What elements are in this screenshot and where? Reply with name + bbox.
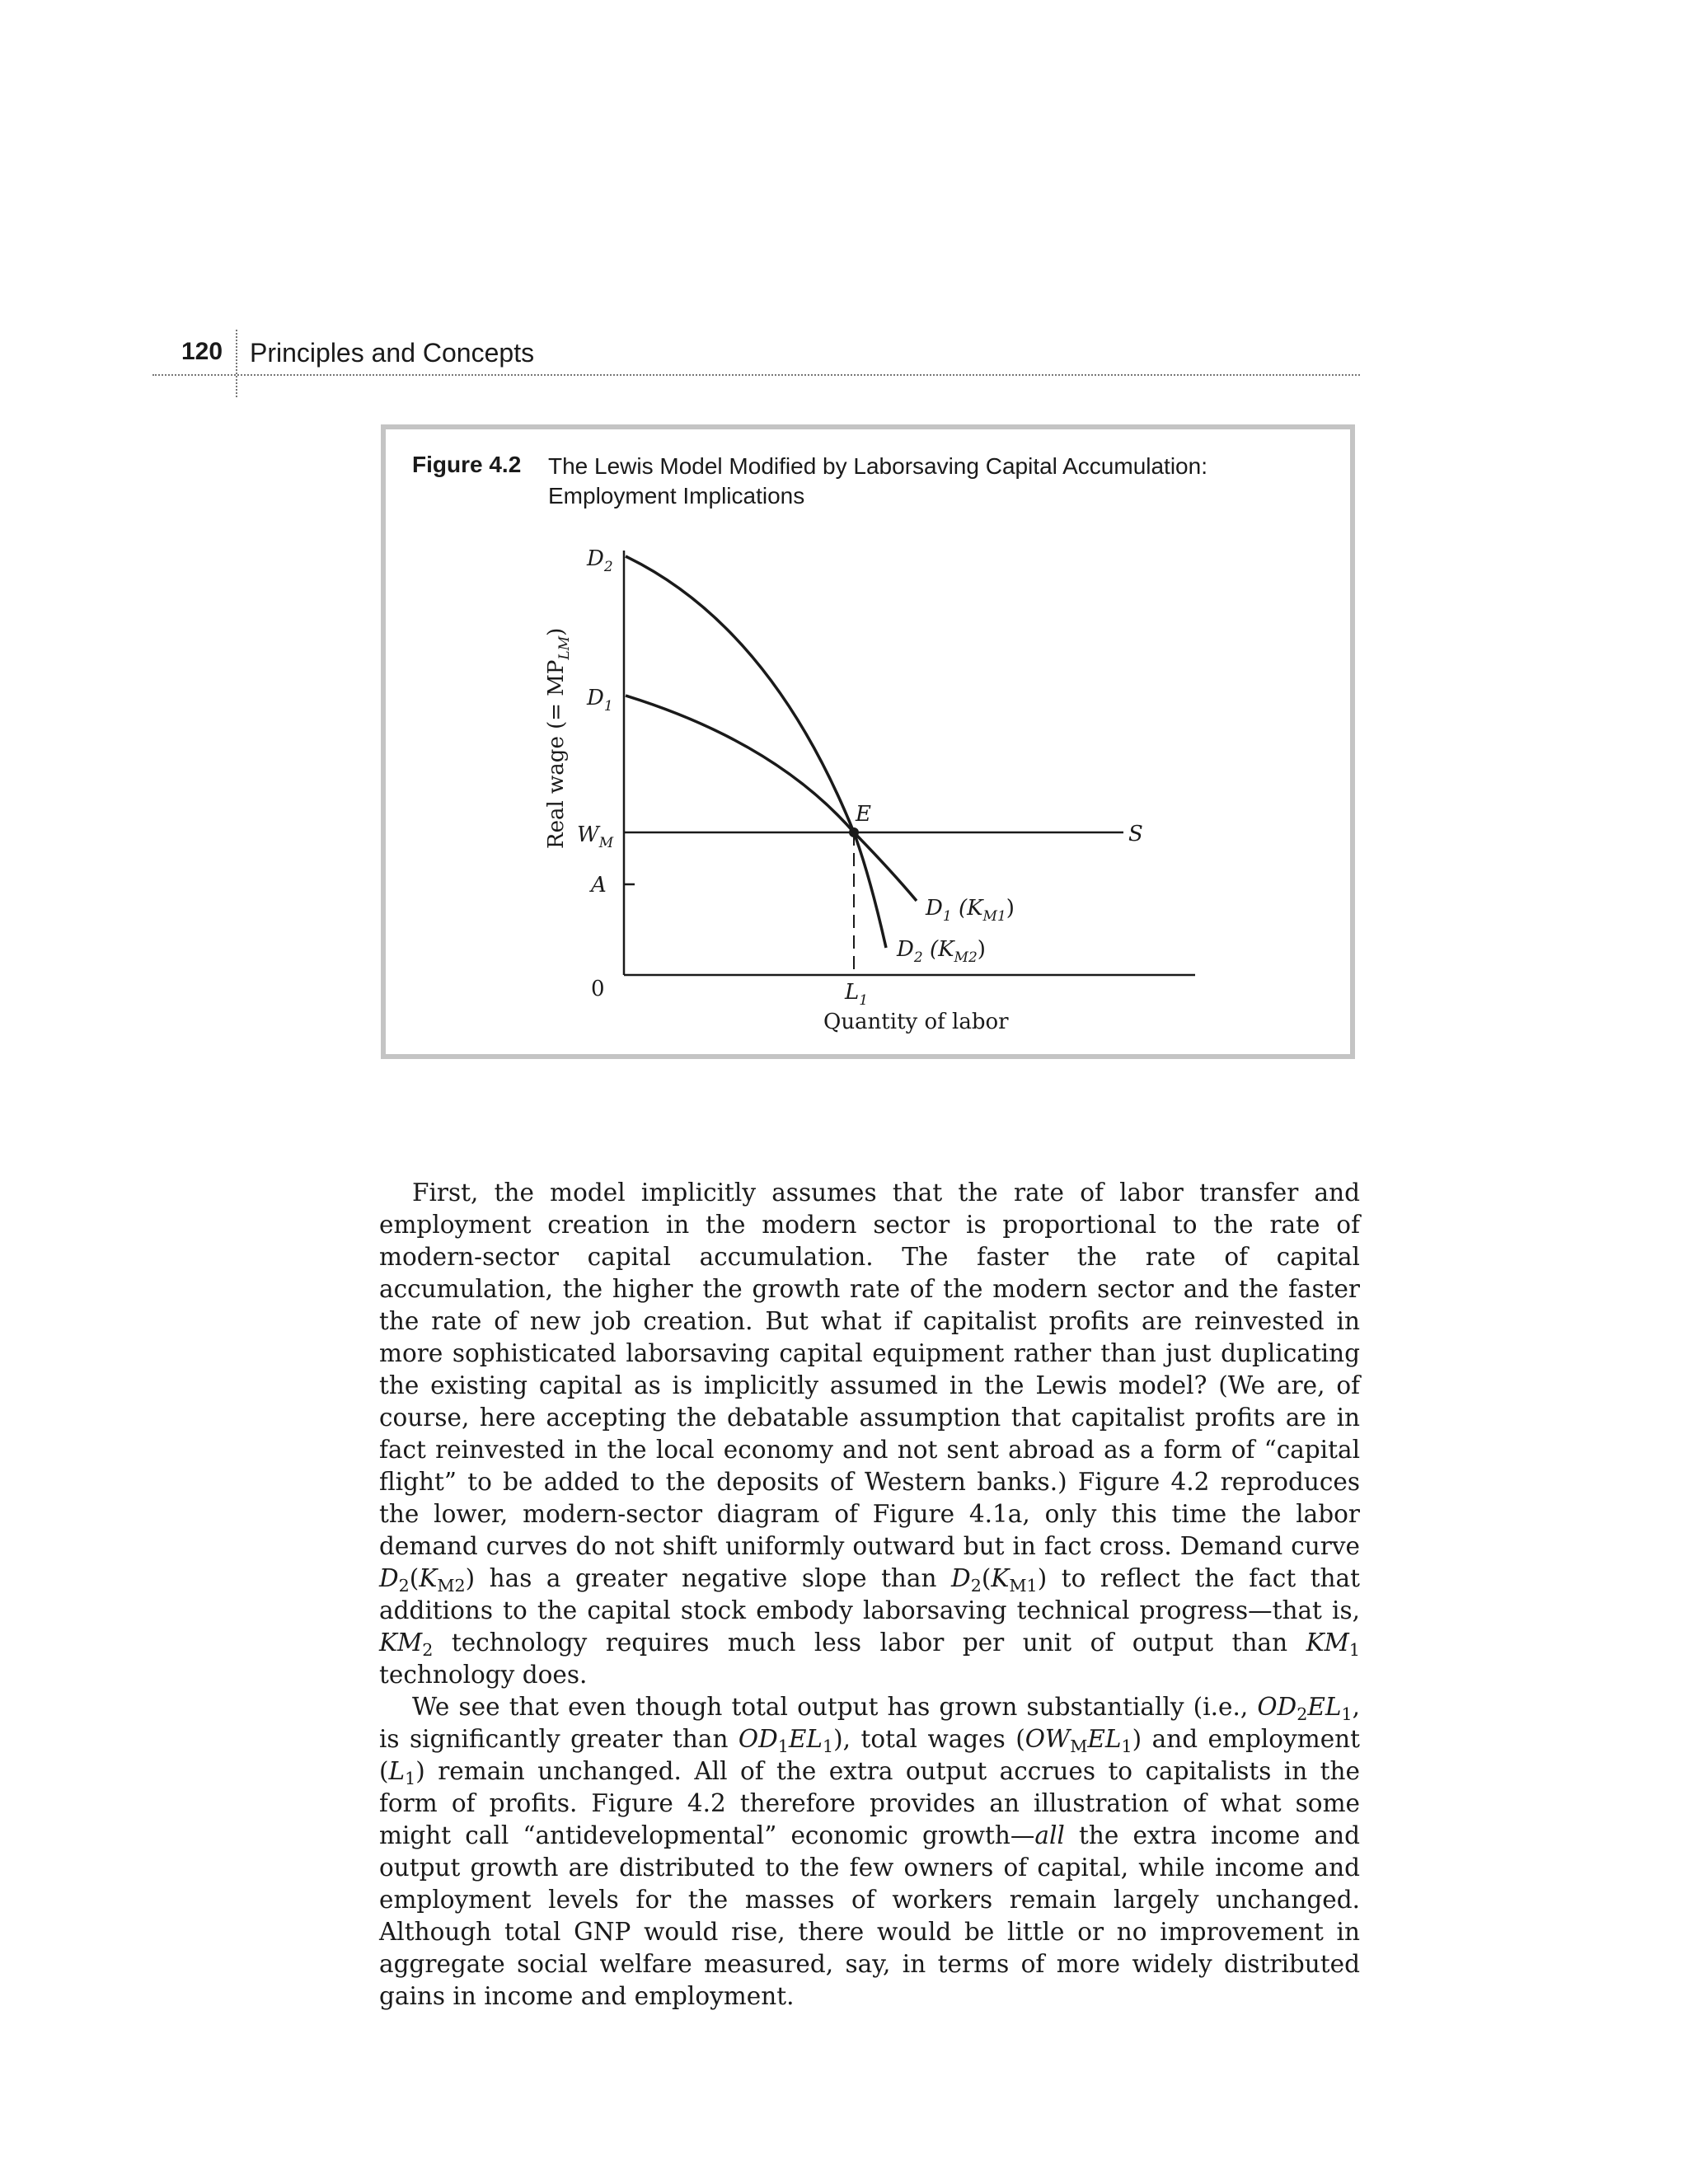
label-wm: $W_M$ [577, 823, 614, 851]
label-origin: 0 [591, 977, 605, 1001]
label-l1: $L_1$ [845, 980, 869, 1009]
body-text [379, 1177, 1360, 2013]
y-axis-label: Real wage (= $MP_{LM}$) [544, 627, 573, 849]
label-d1-km1: $D_1$ $(K_{M1})$ [926, 896, 1015, 925]
equilibrium-point-e [849, 827, 859, 837]
x-axis-label: Quantity of labor [823, 1010, 1009, 1034]
label-e: E [856, 802, 871, 827]
paragraph-2: We see that even though total output has grown substantially (i.e., $OD_2EL_1$, is significantly greater than $OD_1EL_1$), total wages $(OW_MEL_1)$ and employment $(L_1)$ remain unchanged. All of the extra output accrues to capitalists in the form of profits. Figure 4.2 therefore provides an illustration of what some might call “antidevelopmental” economic growth—all the extra income and output growth are distributed to the few owners of capital, while income and employment levels for the masses of workers remain largely unchanged. Although total GNP would rise, there would be little or no improvement in aggregate social welfare measured, say, in terms of more widely distributed gains in income and employment. [379, 1693, 1361, 2010]
paragraph-1: First, the model implicitly assumes that the rate of labor transfer and employment creation in the modern sector is proportional to the rate of modern-sector capital accumulation. The faster the rate of capital accumulation, the higher the growth rate of the modern sector and the faster the rate of new job creation. But what if capitalist profits are reinvested in more sophisticated laborsaving capital equipment rather than just duplicating the existing capital as is implicitly assumed in the Lewis model? (We are, of course, here accepting the debatable assumption that capitalist profits are in fact reinvested in the local economy and not sent abroad as a form of “capital flight” to be added to the deposits of Western banks.) Figure 4.2 reproduces the lower, modern-sector diagram of Figure 4.1a, only this time the labor demand curves do not shift uniformly outward but in fact cross. Demand curve $D_2(K_{M2})$ has a greater negative slope than $D_2(K_{M1})$ to reflect the fact that additions to the capital stock embody laborsaving technical progress—that is, $KM_2$ technology requires much less labor per unit of output than $KM_1$ technology does. [379, 1179, 1360, 1689]
demand-curve-d1 [626, 696, 917, 901]
page-number: 120 [181, 338, 223, 365]
label-d2: $D_2$ [587, 546, 613, 575]
figure-title-line2: Employment Implications [548, 483, 805, 509]
figure-title-line1: The Lewis Model Modified by Laborsaving Capital Accumulation: [548, 453, 1207, 479]
figure-label: Figure 4.2 [412, 452, 522, 477]
label-a: A [591, 873, 607, 898]
running-title: Principles and Concepts [250, 338, 535, 368]
label-d2-km2: $D_2$ $(K_{M2})$ [897, 937, 986, 966]
label-d1: $D_1$ [587, 686, 613, 715]
label-s: S [1128, 822, 1143, 846]
